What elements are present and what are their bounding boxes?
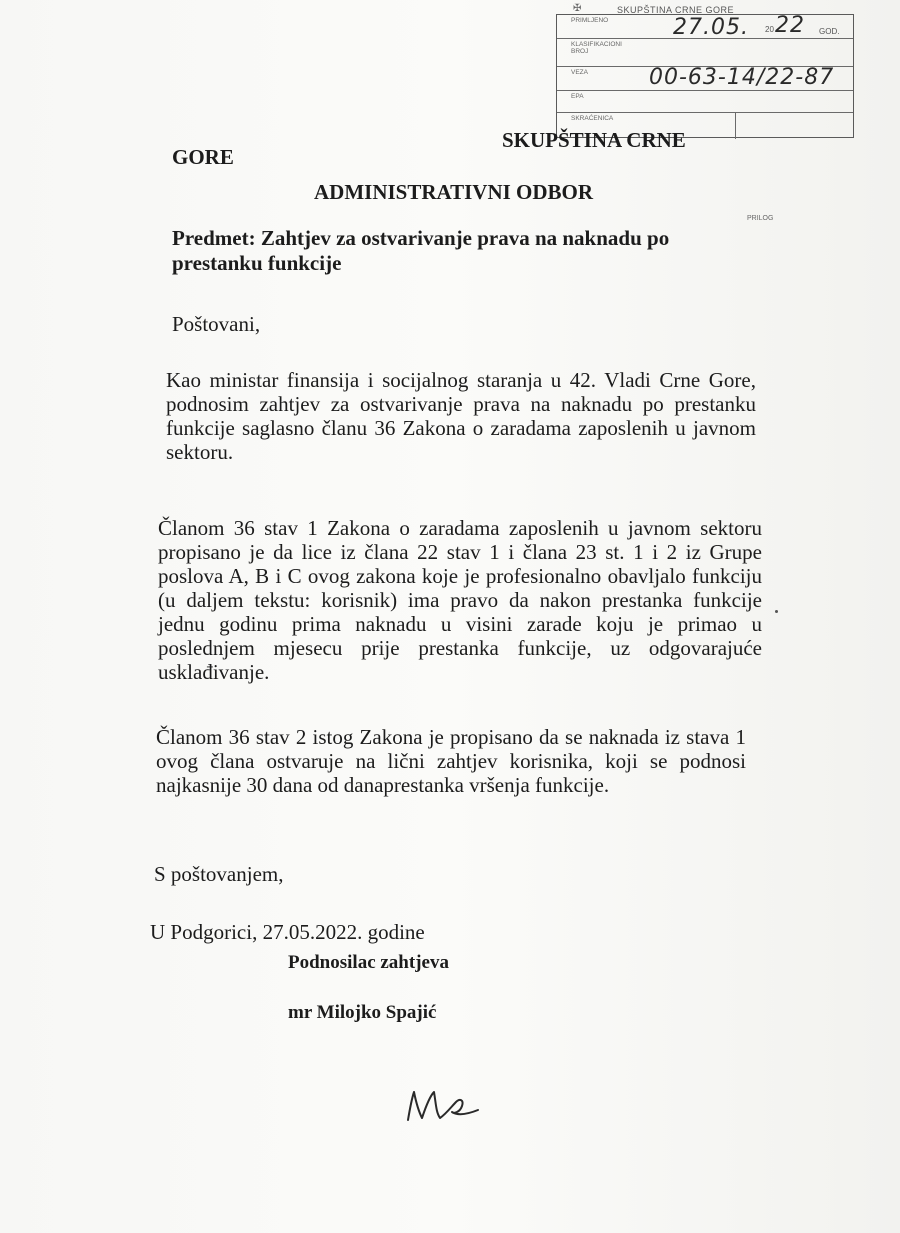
stamp-link-label: VEZA bbox=[571, 69, 588, 76]
stamp-year-unit: GOD. bbox=[819, 27, 840, 36]
stamp-received-date: 27.05. bbox=[673, 15, 749, 40]
closing: S poštovanjem, bbox=[154, 862, 284, 886]
stamp-institution: SKUPŠTINA CRNE GORE bbox=[617, 5, 735, 15]
stamp-classification-label: KLASIFIKACIONI BROJ bbox=[571, 41, 622, 55]
stamp-row-link bbox=[557, 67, 853, 91]
applicant-title: Podnosilac zahtjeva bbox=[288, 952, 449, 973]
margin-mark bbox=[775, 610, 778, 613]
recipient-line-2: GORE bbox=[172, 145, 234, 169]
place-date: U Podgorici, 27.05.2022. godine bbox=[150, 920, 425, 944]
stamp-code-label: SKRAĆENICA bbox=[571, 115, 614, 122]
stamp-divider bbox=[735, 113, 736, 139]
stamp-classification-number: 00-63-14/22-87 bbox=[649, 65, 835, 90]
recipient-committee: ADMINISTRATIVNI ODBOR bbox=[314, 180, 594, 204]
body-paragraph-3: Članom 36 stav 2 istog Zakona je propisano da se naknada iz stava 1 ovog člana ostvaruje na lični zahtjev korisnika, koji se podnosi najkasnije 30 dana od danaprestanka vršenja funkcije. bbox=[156, 725, 746, 797]
stamp-received-label: PRIMLJENO bbox=[571, 17, 609, 24]
registry-stamp bbox=[556, 3, 854, 222]
applicant-name: mr Milojko Spajić bbox=[288, 1002, 437, 1023]
greeting: Poštovani, bbox=[172, 312, 261, 336]
handwritten-signature bbox=[402, 1080, 492, 1128]
stamp-attachment-label: PRILOG bbox=[747, 215, 774, 222]
stamp-row-epa bbox=[557, 91, 853, 113]
stamp-epa-label: EPA bbox=[571, 93, 584, 100]
subject-line: Predmet: Zahtjev za ostvarivanje prava na naknadu po prestanku funkcije bbox=[172, 226, 670, 275]
stamp-year-prefix: 20 bbox=[765, 25, 774, 34]
stamp-year-suffix: 22 bbox=[775, 13, 805, 38]
body-paragraph-1: Kao ministar finansija i socijalnog staranja u 42. Vladi Crne Gore, podnosim zahtjev za ostvarivanje prava na naknadu po prestanku funkcije saglasno članu 36 Zakona o zaradama zaposlenih u javnom sektoru. bbox=[166, 368, 756, 464]
recipient-line-1: SKUPŠTINA CRNE bbox=[502, 128, 686, 152]
stamp-row-received bbox=[557, 15, 853, 39]
coat-of-arms-icon: ✠ bbox=[573, 3, 582, 14]
body-paragraph-2: Članom 36 stav 1 Zakona o zaradama zaposlenih u javnom sektoru propisano je da lice iz člana 22 stav 1 i člana 23 st. 1 i 2 iz Grupe poslova A, B i C ovog zakona koje je profesionalno obavljalo funkciju (u daljem tekstu: korisnik) ima pravo da nakon prestanka funkcije jednu godinu prima naknadu u visini zarade koju je primao u poslednjem mjesecu prije prestanka funkcije, uz odgovarajuće usklađivanje. bbox=[158, 516, 762, 684]
